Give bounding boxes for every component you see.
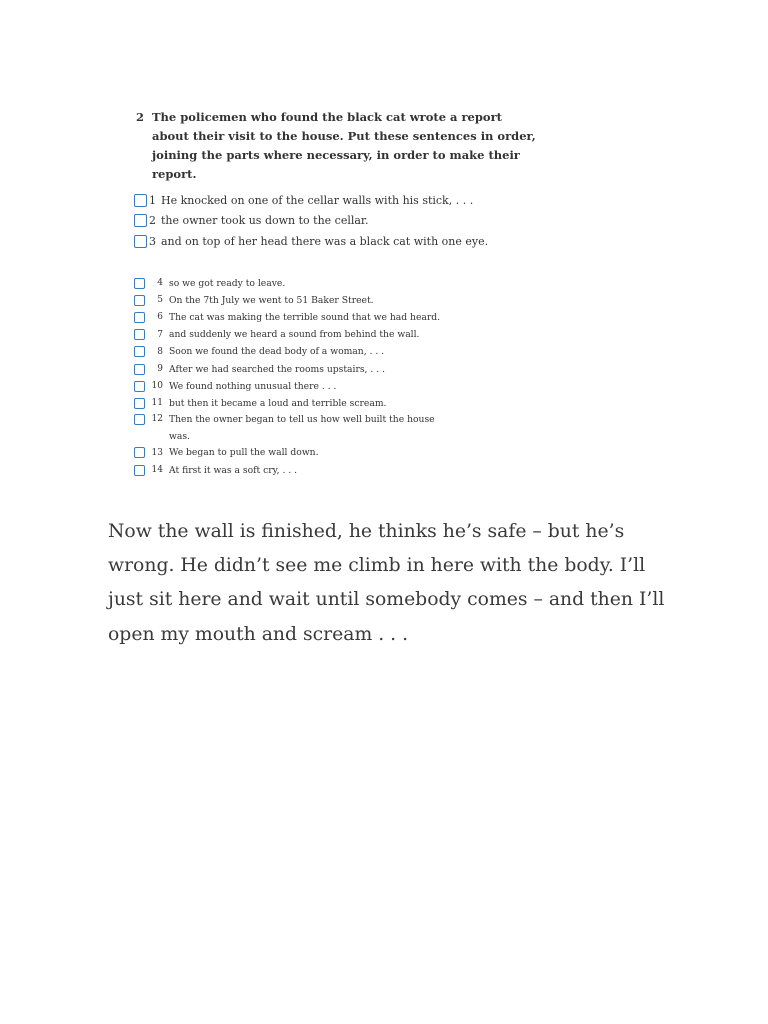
sentence-item (134, 360, 542, 377)
sentence-number: 6 (157, 312, 163, 323)
sentence-number: 11 (151, 398, 163, 409)
order-checkbox[interactable] (134, 329, 145, 340)
exercise-2 (112, 108, 542, 479)
sentence-item (134, 211, 542, 232)
sentence-list-large (134, 190, 542, 252)
sentence-item (134, 326, 542, 343)
sentence-number: 3 (149, 234, 156, 248)
sentence-text: We began to pull the wall down. (169, 447, 319, 459)
sentence-item (134, 395, 542, 412)
sentence-text: Soon we found the dead body of a woman, . . . (169, 346, 385, 358)
order-checkbox[interactable] (134, 447, 145, 458)
sentence-number: 13 (151, 447, 163, 458)
sentence-item (134, 231, 542, 252)
sentence-text: At first it was a soft cry, . . . (169, 464, 298, 476)
order-checkbox[interactable] (134, 214, 147, 227)
sentence-text: but then it became a loud and terrible scream. (169, 397, 387, 409)
order-checkbox[interactable] (134, 194, 147, 207)
sentence-number: 12 (151, 414, 163, 424)
sentence-item (134, 343, 542, 360)
order-checkbox[interactable] (134, 364, 145, 375)
order-checkbox[interactable] (134, 381, 145, 392)
exercise-heading (136, 108, 542, 184)
sentence-number: 10 (151, 381, 163, 392)
sentence-text: so we got ready to leave. (169, 277, 286, 289)
order-checkbox[interactable] (134, 465, 145, 476)
order-checkbox[interactable] (134, 278, 145, 289)
exercise-number: 2 (136, 110, 145, 124)
sentence-number: 5 (157, 295, 163, 306)
sentence-number: 9 (157, 364, 163, 375)
sentence-text: On the 7th July we went to 51 Baker Street. (169, 294, 374, 306)
sentence-text: Then the owner began to tell us how well built the house (169, 414, 435, 425)
sentence-continuation: was. (169, 431, 190, 443)
sentence-text: After we had searched the rooms upstairs, . . . (169, 363, 385, 375)
sentence-item (134, 190, 542, 211)
sentence-item (134, 378, 542, 395)
sentence-list-small (134, 275, 542, 479)
order-checkbox[interactable] (134, 398, 145, 409)
sentence-number: 7 (157, 329, 163, 340)
sentence-number: 1 (149, 193, 156, 207)
order-checkbox[interactable] (134, 312, 145, 323)
sentence-item (134, 309, 542, 326)
sentence-text: the owner took us down to the cellar. (161, 214, 369, 228)
sentence-item (134, 275, 542, 292)
sentence-text: He knocked on one of the cellar walls with his stick, . . . (161, 193, 474, 207)
story-passage (108, 515, 708, 652)
sentence-item (134, 412, 542, 429)
sentence-text: and suddenly we heard a sound from behind the wall. (169, 329, 420, 341)
passage-line: open my mouth and scream . . . (108, 623, 409, 645)
passage-line: Now the wall is finished, he thinks he’s safe – but he’s (108, 521, 625, 542)
order-checkbox[interactable] (134, 235, 147, 248)
sentence-text: and on top of her head there was a black cat with one eye. (161, 234, 489, 248)
exercise-instruction: The policemen who found the black cat wrote a report about their visit to the house. Put these sentences in order, joining the parts where necessary, in order to make their report. (152, 110, 536, 181)
order-checkbox[interactable] (134, 346, 145, 357)
order-checkbox[interactable] (134, 295, 145, 306)
order-checkbox[interactable] (134, 414, 145, 425)
sentence-item (134, 444, 542, 461)
sentence-text: The cat was making the terrible sound that we had heard. (169, 311, 441, 323)
sentence-item (134, 462, 542, 479)
sentence-number: 2 (149, 214, 156, 228)
sentence-number: 4 (157, 278, 163, 289)
sentence-number: 8 (157, 346, 163, 357)
sentence-text: We found nothing unusual there . . . (169, 380, 337, 392)
passage-line: wrong. He didn’t see me climb in here with the body. I’ll (108, 555, 646, 577)
sentence-item (134, 292, 542, 309)
sentence-number: 14 (151, 465, 163, 476)
passage-line: just sit here and wait until somebody comes – and then I’ll (108, 589, 665, 611)
